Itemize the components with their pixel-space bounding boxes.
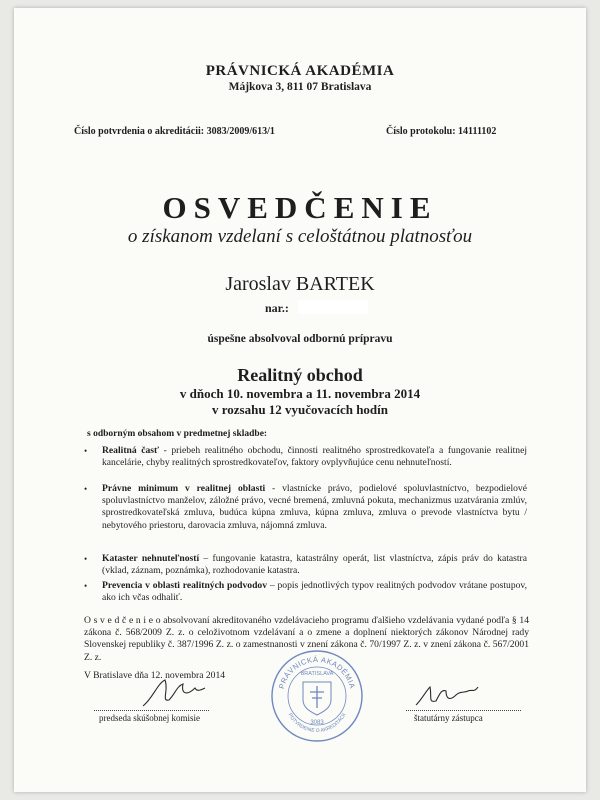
certificate-page: [14, 8, 586, 792]
item-title: Realitná časť: [102, 445, 160, 456]
item-title: Právne minimum v realitnej oblasti: [102, 483, 266, 494]
list-item: [84, 483, 527, 532]
content-intro: s odborným obsahom v predmetnej skladbe:: [87, 429, 268, 439]
list-item: [84, 445, 528, 469]
birth-date-label: nar.:: [265, 301, 289, 315]
signature-label-right: štatutárny zástupca: [414, 713, 483, 723]
course-dates: v dňoch 10. novembra a 11. novembra 2014: [179, 386, 421, 401]
stamp-city-text: BRATISLAVA: [300, 671, 334, 677]
accreditation-number: Číslo potvrdenia o akreditácii: 3083/2009/613/1: [74, 126, 275, 137]
item-title: Prevencia v oblasti realitných podvodov: [102, 580, 268, 591]
course-name: Realitný obchod: [237, 365, 363, 385]
institution-name: PRÁVNICKÁ AKADÉMIA: [205, 63, 395, 79]
signature-line-left: [94, 710, 209, 711]
course-hours: v rozsahu 12 vyučovacích hodín: [211, 402, 388, 417]
certificate-subtitle: o získanom vzdelaní s celoštátnou platnosťou: [127, 226, 473, 247]
list-item: [84, 553, 527, 577]
stamp-number: 3083: [310, 720, 324, 726]
signature-line-right: [406, 710, 521, 711]
certificate-title: OSVEDČENIE: [162, 190, 438, 225]
stamp-top-text: PRÁVNICKÁ AKADÉMIA: [276, 654, 358, 690]
protocol-number: Číslo protokolu: 14111102: [386, 126, 497, 137]
bullet: •: [84, 446, 88, 456]
item-text: - priebeh realitného obchodu, činnosti realitného sprostredkovateľa a fungovanie realitnej kancelárie, chyby realitných sprostredkovateľov, faktory ovplyvňujúce cenu nehnuteľností.: [102, 445, 528, 469]
list-item: [84, 580, 527, 604]
item-title: Kataster nehnuteľností: [102, 553, 200, 564]
item-text: – fungovanie katastra, katastrálny operát, list vlastníctva, zápis práv do katastra (vklad, záznam, poznámka), rozhodovanie katastra.: [102, 553, 527, 577]
person-name: Jaroslav BARTEK: [225, 273, 375, 295]
signature-left: [139, 676, 209, 710]
item-text: – popis jednotlivých typov realitných podvodov vrátane postupov, ako ich včas odhaliť.: [102, 580, 527, 604]
legal-paragraph: O s v e d č e n i e o absolvovaní akreditovaného vzdelávacieho programu ďalšieho vzdelávania vydané podľa § 14 zákona č. 568/2009 Z. z. o celoživotnom vzdelávaní a o zmene a doplnení niektorých zákonov Národnej rady Slovenskej republiky č. 387/1996 Z. z. o zamestnanosti v znení zákona č. 70/1997 Z. z. v znení zákona č. 567/2001 Z. z.: [84, 615, 529, 663]
bullet: •: [84, 554, 88, 564]
item-text: - vlastnícke právo, podielové spoluvlastníctvo, bezpodielové spoluvlastníctvo manželov, záložné právo, vecné bremená, zmluvná pokuta, mechanizmus uzatvárania zmlúv, sprostredkovateľská zmluva, budúca kúpna zmluva, kúpna zmluva, zmluva o prevode vlastníctva bytu / nebytového priestoru, darovacia zmluva, nájomná zmluva.: [102, 483, 527, 531]
bullet: •: [84, 484, 88, 494]
institution-address: Májkova 3, 811 07 Bratislava: [228, 81, 372, 93]
signature-right: [412, 681, 482, 711]
official-stamp: [269, 648, 365, 744]
stamp-bottom-text: POTVRDENIE O AKREDITÁCII: [286, 712, 348, 735]
birth-date-redaction: [298, 300, 368, 314]
completion-statement: úspešne absolvoval odbornú prípravu: [207, 333, 393, 345]
place-and-date: V Bratislave dňa 12. novembra 2014: [84, 670, 226, 681]
bullet: •: [84, 581, 88, 591]
signature-label-left: predseda skúšobnej komisie: [99, 713, 200, 723]
